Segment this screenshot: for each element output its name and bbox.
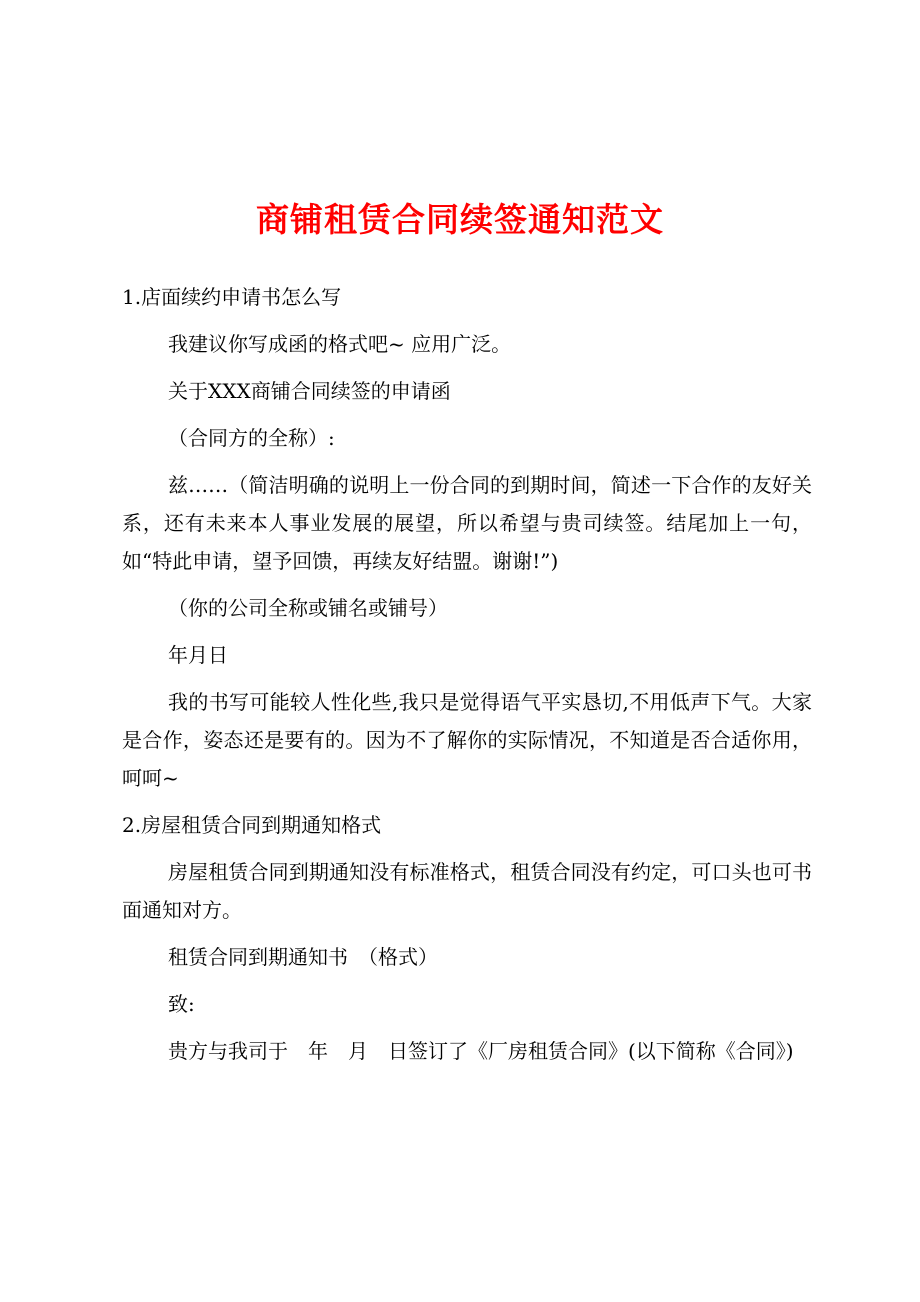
- paragraph: 贵方与我司于 年 月 日签订了《厂房租赁合同》(以下简称《合同》): [168, 1039, 794, 1063]
- paragraph: （合同方的全称）:: [168, 426, 335, 450]
- paragraph: 房屋租赁合同到期通知没有标准格式，租赁合同没有约定，可口头也可书面通知对方。: [122, 860, 812, 922]
- document-title: 商铺租赁合同续签通知范文: [256, 200, 664, 239]
- paragraph: 我建议你写成函的格式吧~ 应用广泛。: [168, 332, 512, 356]
- section-heading-2: 2.房屋租赁合同到期通知格式: [122, 813, 382, 837]
- paragraph: 租赁合同到期通知书 （格式）: [168, 945, 438, 969]
- paragraph: 关于XXX商铺合同续签的申请函: [168, 379, 451, 403]
- document-body: [122, 278, 812, 1079]
- paragraph: 致:: [168, 992, 195, 1016]
- section-heading-1: 1.店面续约申请书怎么写: [122, 285, 342, 309]
- paragraph: （你的公司全称或铺名或铺号）: [168, 596, 448, 620]
- paragraph: 兹……（简洁明确的说明上一份合同的到期时间，简述一下合作的友好关系，还有未来本人事业发展的展望，所以希望与贵司续签。结尾加上一句，如“特此申请，望予回馈，再续友好结盟。谢谢!”): [122, 473, 812, 573]
- paragraph: 我的书写可能较人性化些,我只是觉得语气平实恳切,不用低声下气。大家是合作，姿态还是要有的。因为不了解你的实际情况，不知道是否合适你用，呵呵~: [122, 690, 812, 790]
- paragraph: 年月日: [168, 643, 228, 667]
